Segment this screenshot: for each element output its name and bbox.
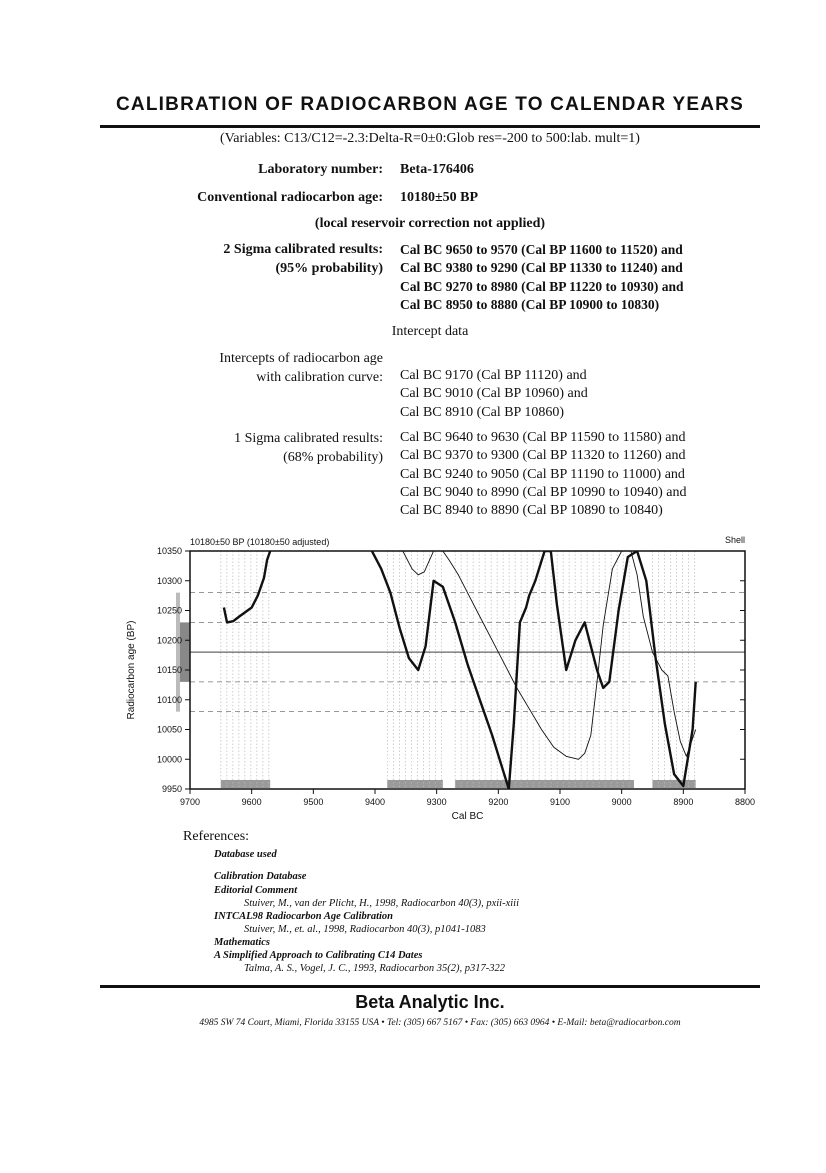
chart-title: 10180±50 BP (10180±50 adjusted) — [190, 537, 330, 547]
one-sigma-line: Cal BC 8940 to 8890 (Cal BP 10890 to 10840) — [400, 503, 663, 519]
lab-number-value: Beta-176406 — [400, 162, 474, 177]
x-tick-label: 8900 — [673, 797, 694, 807]
one-sigma-line: Cal BC 9040 to 8990 (Cal BP 10990 to 10940) and — [400, 484, 687, 500]
reference-item: Calibration Database — [214, 871, 307, 882]
x-tick-label: 8800 — [734, 797, 756, 807]
one-sigma-line: Cal BC 9240 to 9050 (Cal BP 11190 to 11000) and — [400, 466, 685, 482]
x-axis-label: Cal BC — [451, 811, 484, 822]
intercept-line: Cal BC 9170 (Cal BP 11120) and — [400, 368, 587, 383]
y-tick-label: 10300 — [156, 575, 182, 586]
x-tick-label: 9200 — [488, 797, 509, 807]
intercept-results — [400, 367, 588, 422]
chart-corner-label: Shell — [724, 535, 745, 545]
reference-item: Mathematics — [214, 937, 271, 948]
x-tick-label: 9000 — [611, 797, 632, 807]
company-address: 4985 SW 74 Court, Miami, Florida 33155 USA • Tel: (305) 667 5167 • Fax: (305) 663 0964 • E-Mail: beta@radiocarbon.com — [199, 1018, 681, 1028]
intercept-line: Cal BC 9010 (Cal BP 10960) and — [400, 386, 588, 402]
two-sigma-line: Cal BC 9650 to 9570 (Cal BP 11600 to 11520) and — [400, 242, 683, 257]
footer-rule — [100, 985, 760, 988]
header-rule — [100, 125, 760, 128]
y-tick-label: 10100 — [156, 694, 182, 705]
company-name: Beta Analytic Inc. — [355, 992, 505, 1012]
x-tick-label: 9400 — [364, 797, 386, 807]
two-sigma-results — [400, 241, 684, 314]
calibrated-range-bar — [455, 780, 634, 788]
x-tick-label: 9500 — [303, 797, 324, 807]
calibration-curve — [224, 551, 270, 622]
intercept-label-1: Intercepts of radiocarbon age — [219, 351, 383, 366]
reference-item: Stuiver, M., et. al., 1998, Radiocarbon 40(3), p1041-1083 — [244, 924, 486, 935]
two-sigma-line: Cal BC 9380 to 9290 (Cal BP 11330 to 11240) and — [400, 260, 683, 276]
one-sigma-label: 1 Sigma calibrated results: — [234, 431, 383, 446]
two-sigma-label: 2 Sigma calibrated results: — [223, 242, 383, 257]
x-tick-label: 9100 — [549, 797, 571, 807]
y-tick-label: 10150 — [156, 665, 182, 675]
chart-bands — [221, 551, 696, 789]
references-title: References: — [183, 829, 250, 844]
one-sigma-line: Cal BC 9640 to 9630 (Cal BP 11590 to 11580) and — [400, 430, 686, 445]
one-sigma-prob: (68% probability) — [283, 450, 383, 465]
y-tick-label: 10350 — [156, 546, 182, 556]
intercept-label-2: with calibration curve: — [256, 370, 383, 385]
page-title: CALIBRATION OF RADIOCARBON AGE TO CALENDAR YEARS — [116, 94, 744, 115]
x-tick-label: 9700 — [179, 797, 201, 807]
calibrated-range-bar — [387, 780, 443, 788]
y-tick-label: 10250 — [156, 605, 182, 616]
age-value: 10180±50 BP — [400, 190, 479, 205]
reference-item: Stuiver, M., van der Plicht, H., 1998, Radiocarbon 40(3), pxii-xiii — [244, 898, 519, 909]
calibration-curve — [372, 551, 696, 789]
x-tick-label: 9300 — [426, 797, 447, 807]
reference-item: Talma, A. S., Vogel, J. C., 1993, Radiocarbon 35(2), p317-322 — [244, 963, 506, 974]
one-sigma-results — [400, 429, 686, 520]
two-sigma-line: Cal BC 9270 to 8980 (Cal BP 11220 to 10930) and — [400, 278, 684, 294]
two-sigma-line: Cal BC 8950 to 8880 (Cal BP 10900 to 10830) — [400, 296, 660, 312]
intercept-heading: Intercept data — [391, 324, 469, 339]
one-sigma-line: Cal BC 9370 to 9300 (Cal BP 11320 to 11260) and — [400, 448, 686, 464]
y-axis-label: Radiocarbon age (BP) — [126, 620, 137, 720]
reference-item: Database used — [214, 849, 277, 860]
lab-number-label: Laboratory number: — [258, 162, 383, 177]
reference-item: INTCAL98 Radiocarbon Age Calibration — [214, 911, 394, 922]
reference-item: Editorial Comment — [214, 885, 298, 896]
chart-series — [224, 551, 696, 789]
probability-curve — [403, 551, 696, 759]
two-sigma-prob: (95% probability) — [275, 261, 383, 276]
calibration-variables: (Variables: C13/C12=-2.3:Delta-R=0±0:Glob res=-200 to 500:lab. mult=1) — [220, 131, 640, 146]
calibrated-range-bar — [653, 780, 696, 788]
x-tick-label: 9600 — [241, 797, 262, 807]
reservoir-note: (local reservoir correction not applied) — [314, 216, 546, 231]
calibration-chart — [0, 525, 826, 830]
chart-ticks — [157, 546, 755, 807]
age-label: Conventional radiocarbon age: — [197, 190, 383, 205]
intercept-line: Cal BC 8910 (Cal BP 10860) — [400, 404, 564, 420]
y-tick-label: 10050 — [156, 724, 182, 735]
y-tick-label: 10200 — [156, 635, 182, 646]
reference-item: A Simplified Approach to Calibrating C14 Dates — [214, 950, 423, 961]
y-tick-label: 9950 — [161, 784, 182, 794]
y-tick-label: 10000 — [156, 754, 182, 765]
